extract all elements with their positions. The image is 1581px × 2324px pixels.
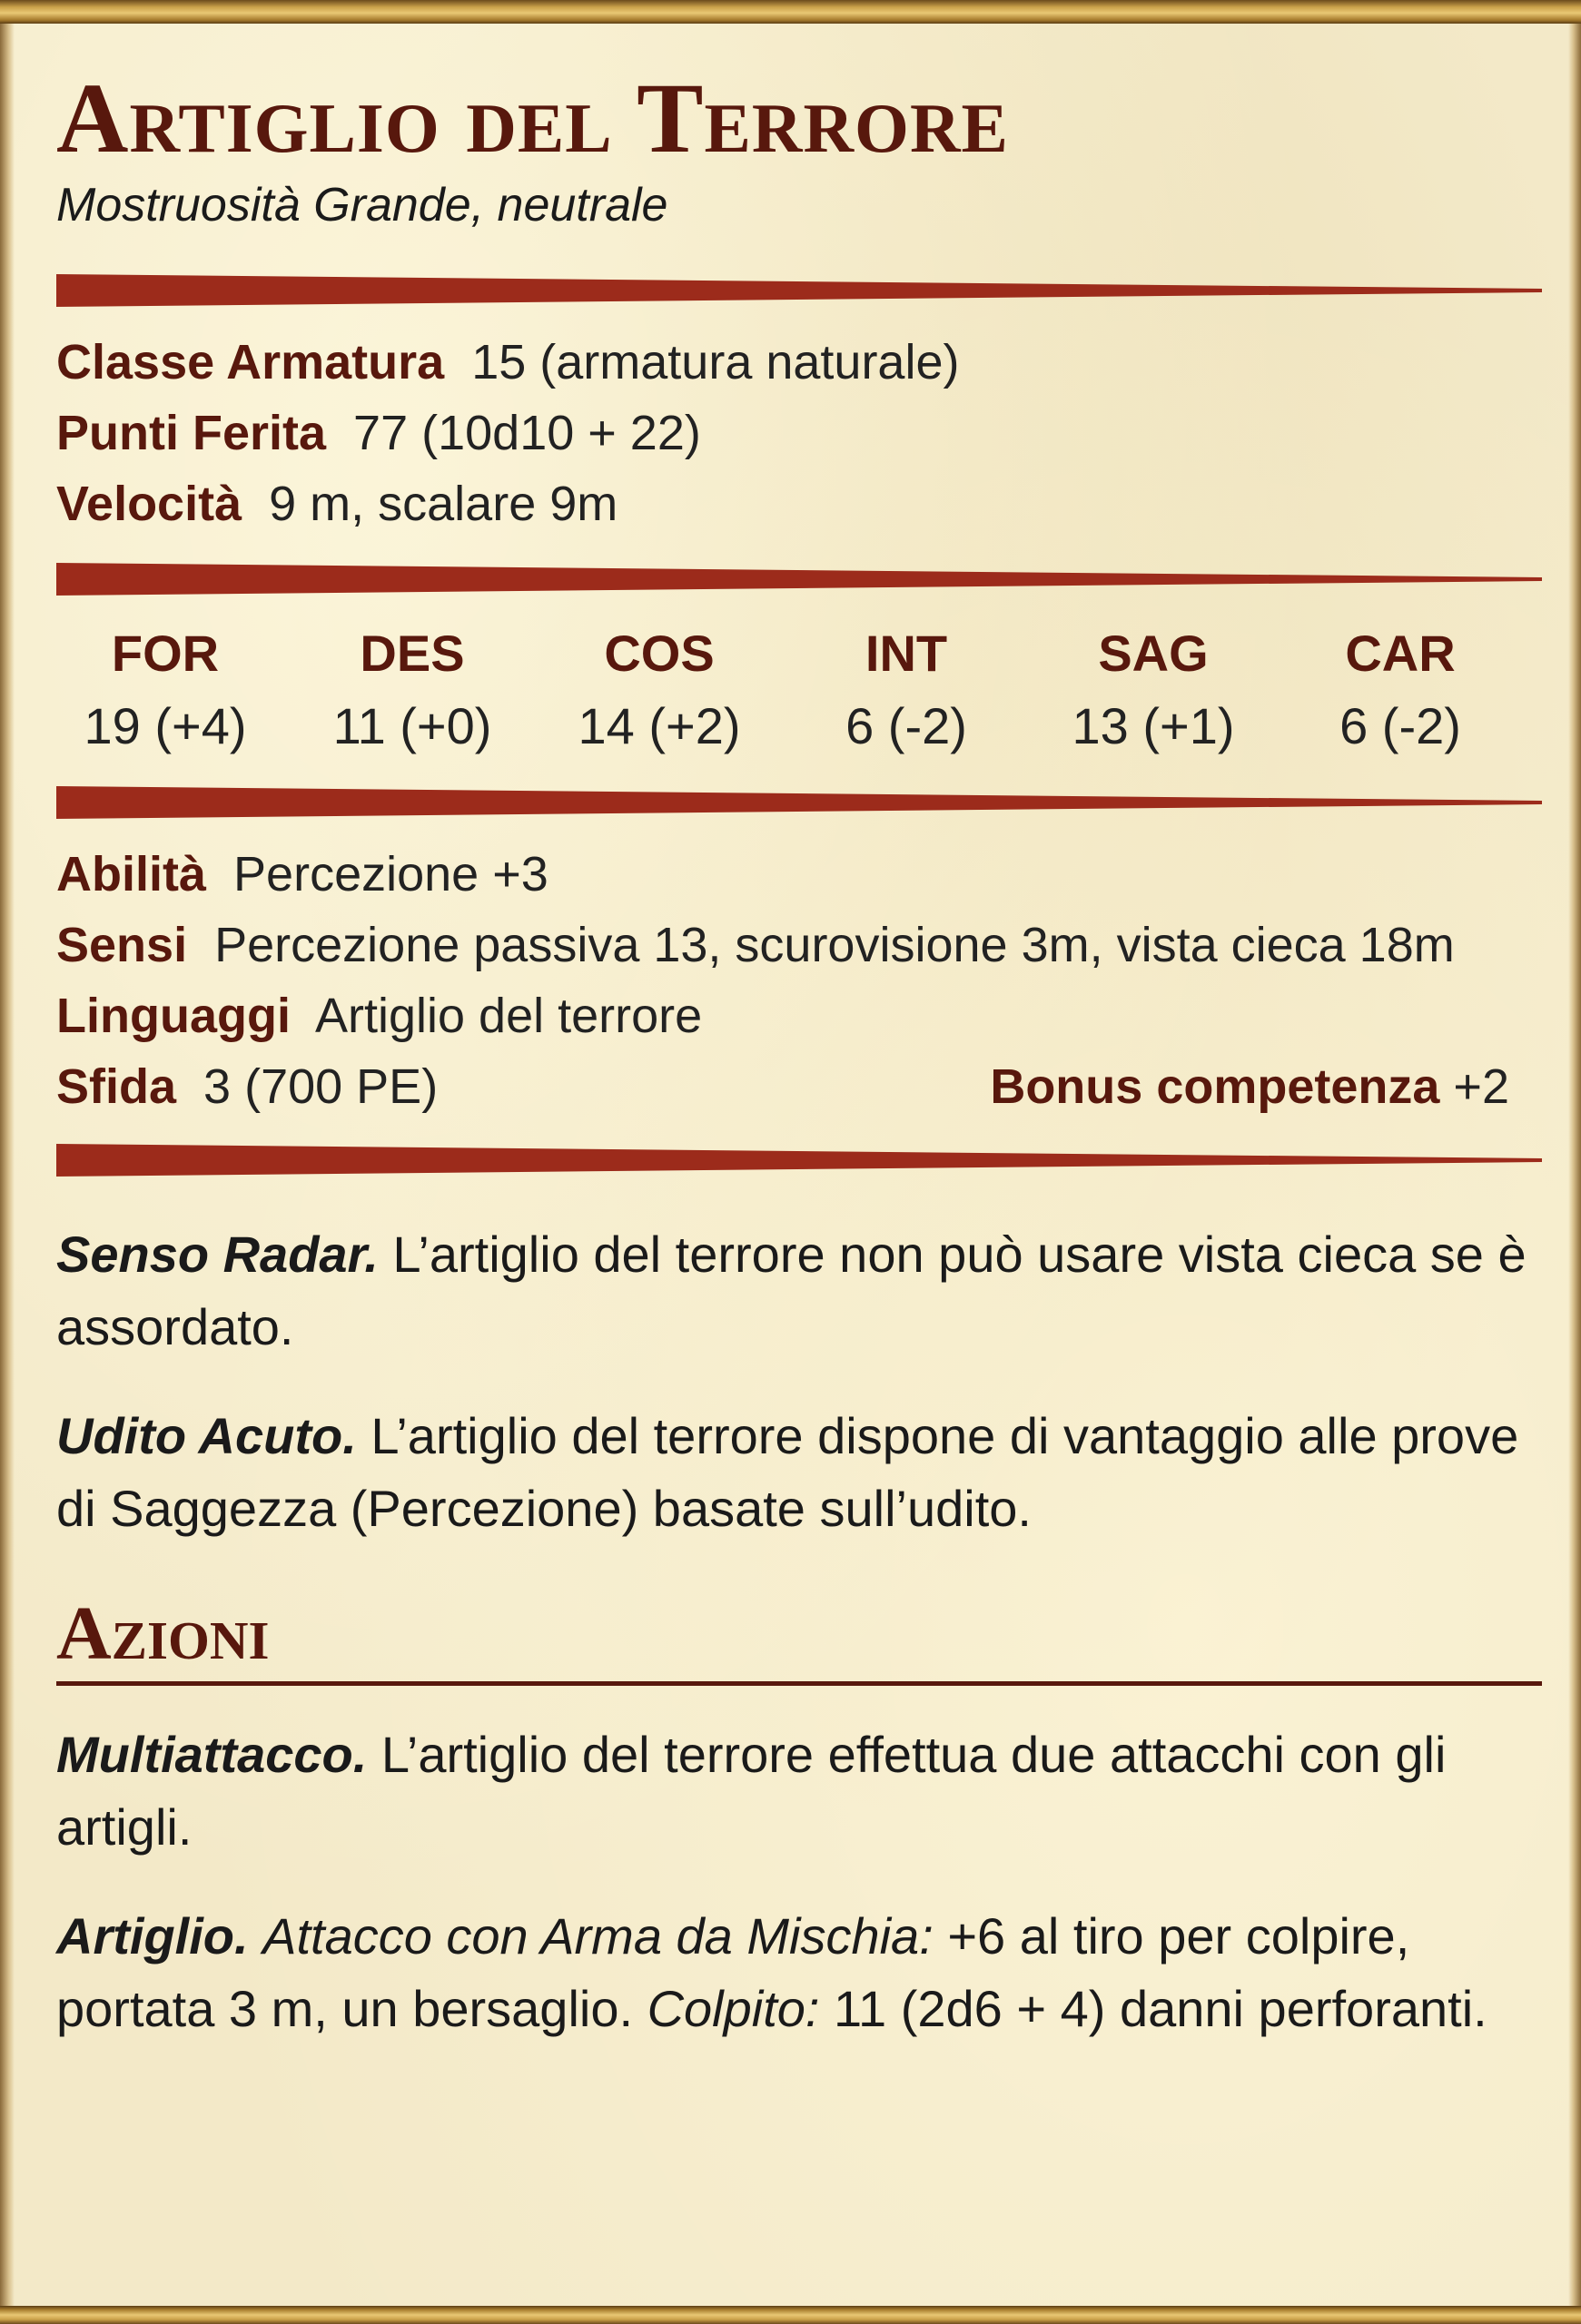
ability-value: 6 (-2) <box>1339 697 1461 754</box>
skills-label: Abilità <box>56 847 207 901</box>
armor-class-label: Classe Armatura <box>56 335 445 389</box>
actions-header: Azioni <box>56 1590 1542 1686</box>
hit-points-label: Punti Ferita <box>56 406 327 460</box>
languages-label: Linguaggi <box>56 989 291 1043</box>
attack-type: Attacco con Arma da Mischia: <box>262 1907 934 1965</box>
action-text: L’artiglio del terrore effettua due attacchi con gli artigli. <box>56 1726 1447 1856</box>
action-name: Multiattacco. <box>56 1726 368 1783</box>
ability-str <box>56 617 274 763</box>
trait-name: Senso Radar. <box>56 1226 379 1283</box>
bottom-gold-border <box>0 2306 1581 2324</box>
tapered-rule <box>56 563 1542 596</box>
attack-text: +6 al tiro per colpire, portata 3 m, un bersaglio. <box>56 1907 1410 2037</box>
top-gold-border <box>0 0 1581 24</box>
skills-line <box>56 839 1542 910</box>
tapered-rule <box>56 786 1542 819</box>
ability-value: 14 (+2) <box>578 697 741 754</box>
ability-cha <box>1291 617 1509 763</box>
hit-points-value: 77 (10d10 + 22) <box>353 406 701 460</box>
speed-label: Velocità <box>56 477 242 531</box>
ability-dex <box>303 617 521 763</box>
ability-name: FOR <box>111 625 220 682</box>
trait-senso-radar <box>56 1218 1542 1364</box>
right-page-edge <box>1568 24 1581 2306</box>
trait-udito-acuto <box>56 1400 1542 1545</box>
ability-name: SAG <box>1098 625 1209 682</box>
proficiency-label: Bonus competenza <box>990 1059 1440 1114</box>
ability-name: INT <box>865 625 948 682</box>
armor-class-value: 15 (armatura naturale) <box>471 335 960 389</box>
ability-value: 13 (+1) <box>1072 697 1235 754</box>
senses-line <box>56 910 1542 980</box>
monster-type: Mostruosità Grande, neutrale <box>56 179 668 231</box>
speed-value: 9 m, scalare 9m <box>269 477 618 531</box>
trait-text: L’artiglio del terrore dispone di vantaggio alle prove di Saggezza (Percezione) basate sull’udito. <box>56 1407 1519 1537</box>
ability-scores <box>56 617 1509 763</box>
senses-value: Percezione passiva 13, scurovisione 3m, vista cieca 18m <box>214 918 1455 972</box>
tapered-rule <box>56 1144 1542 1177</box>
challenge-line <box>56 1051 1509 1122</box>
hit-points-line <box>56 398 1542 468</box>
hit-text: 11 (2d6 + 4) danni perforanti. <box>834 1980 1487 2037</box>
trait-name: Udito Acuto. <box>56 1407 357 1464</box>
ability-value: 11 (+0) <box>332 697 492 754</box>
challenge-value: 3 (700 PE) <box>203 1059 439 1114</box>
left-page-edge <box>0 24 15 2306</box>
proficiency-group <box>990 1051 1509 1122</box>
armor-class-line <box>56 327 1542 398</box>
stat-block <box>56 64 1542 2045</box>
ability-name: DES <box>360 625 465 682</box>
hit-label: Colpito: <box>647 1980 820 2037</box>
challenge-group <box>56 1051 438 1122</box>
senses-label: Sensi <box>56 918 188 972</box>
languages-line <box>56 980 1542 1051</box>
action-name: Artiglio. <box>56 1907 249 1965</box>
action-multiattack <box>56 1718 1542 1864</box>
challenge-label: Sfida <box>56 1059 177 1114</box>
ability-int <box>797 617 1015 763</box>
trait-text: L’artiglio del terrore non può usare vista cieca se è assordato. <box>56 1226 1527 1355</box>
languages-value: Artiglio del terrore <box>314 989 703 1043</box>
ability-value: 19 (+4) <box>84 697 247 754</box>
monster-name: Artiglio del Terrore <box>56 63 1009 173</box>
ability-value: 6 (-2) <box>845 697 967 754</box>
speed-line <box>56 468 1542 539</box>
action-claw <box>56 1900 1542 2045</box>
ability-con <box>550 617 768 763</box>
ability-wis <box>1044 617 1262 763</box>
tapered-rule <box>56 274 1542 307</box>
ability-name: COS <box>604 625 715 682</box>
ability-name: CAR <box>1345 625 1456 682</box>
skills-value: Percezione +3 <box>233 847 548 901</box>
proficiency-value: +2 <box>1453 1059 1509 1114</box>
